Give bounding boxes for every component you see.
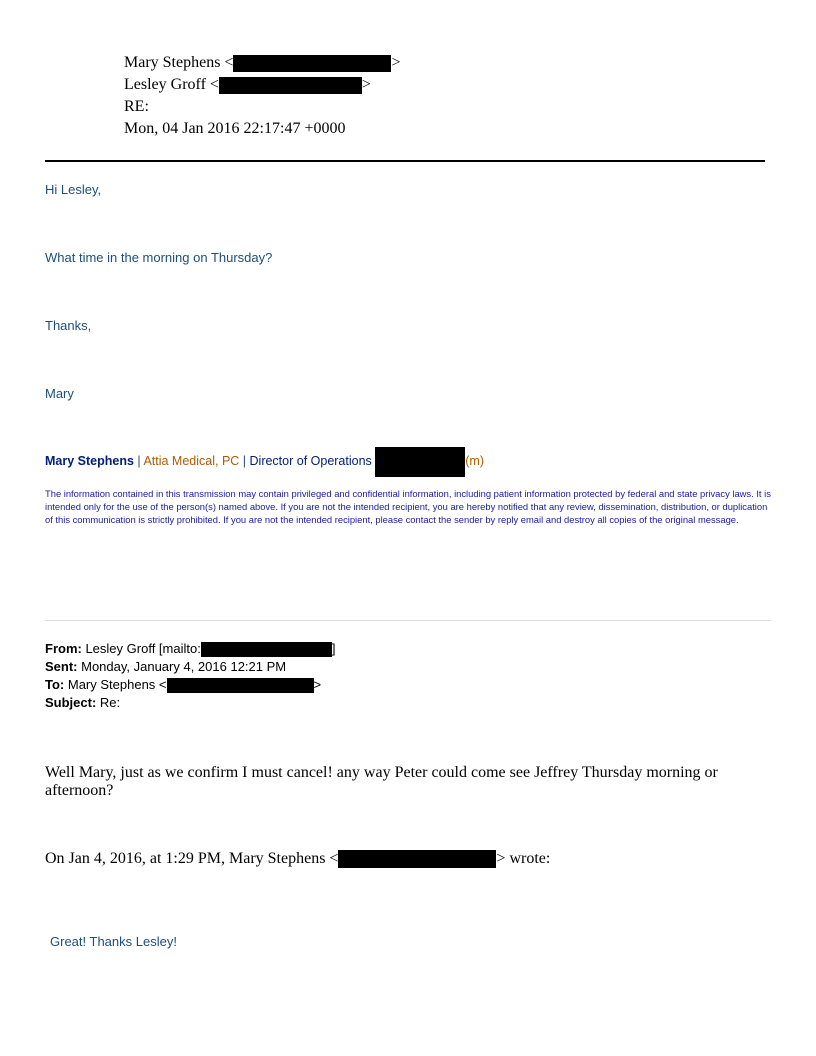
sender-first-name: Mary [45,386,74,401]
original-sent-row: Sent: Monday, January 4, 2016 12:21 PM [45,659,287,674]
redaction-block [167,678,314,693]
date-value: Mon, 04 Jan 2016 22:17:47 +0000 [124,120,346,137]
original-message-header [45,640,335,712]
greeting: Hi Lesley, [45,182,102,197]
quoted-divider [45,620,771,621]
original-from-row: From: Lesley Groff [mailto: ] [45,641,336,656]
question: What time in the morning on Thursday? [45,250,273,265]
from-value: Mary Stephens < > [124,54,401,71]
to-value: Lesley Groff < > [124,76,371,93]
confidentiality-disclaimer: The information contained in this transmission may contain privileged and confidential information, including patient information protected by federal and state privacy laws. It is intended only for the use of the person(s) named above. If you are not the intended recipient, you are hereby notified that any review, dissemination, distribution, or duplication of this communication is strictly prohibited. If you are not the intended recipient, please contact the sender by reply email and destroy all copies of the original message. [45,488,771,525]
signature: Mary Stephens | Attia Medical, PC | Director of Operations (m) [45,446,484,476]
signature-title: Director of Operations [249,454,376,468]
signature-mobile-suffix: (m) [465,454,485,468]
quote-attribution: On Jan 4, 2016, at 1:29 PM, Mary Stephens < > wrote: [45,850,551,867]
signature-company: Attia Medical, PC [143,454,240,468]
original-to-row: To: Mary Stephens < > [45,677,322,692]
original-subject-row: Subject: Re: [45,695,121,710]
redaction-block [233,55,391,72]
quoted-message: Great! Thanks Lesley! [50,934,177,949]
reply-text: Well Mary, just as we confirm I must cancel! any way Peter could come see Jeffrey Thursday morning or afternoon? [45,764,718,799]
redaction-block [219,77,362,94]
closing: Thanks, [45,318,92,333]
header-divider [45,160,765,162]
signature-name: Mary Stephens [45,454,134,468]
redaction-block [338,850,496,868]
subject-value: RE: [124,98,149,115]
redaction-block [375,447,465,477]
redaction-block [201,642,332,657]
